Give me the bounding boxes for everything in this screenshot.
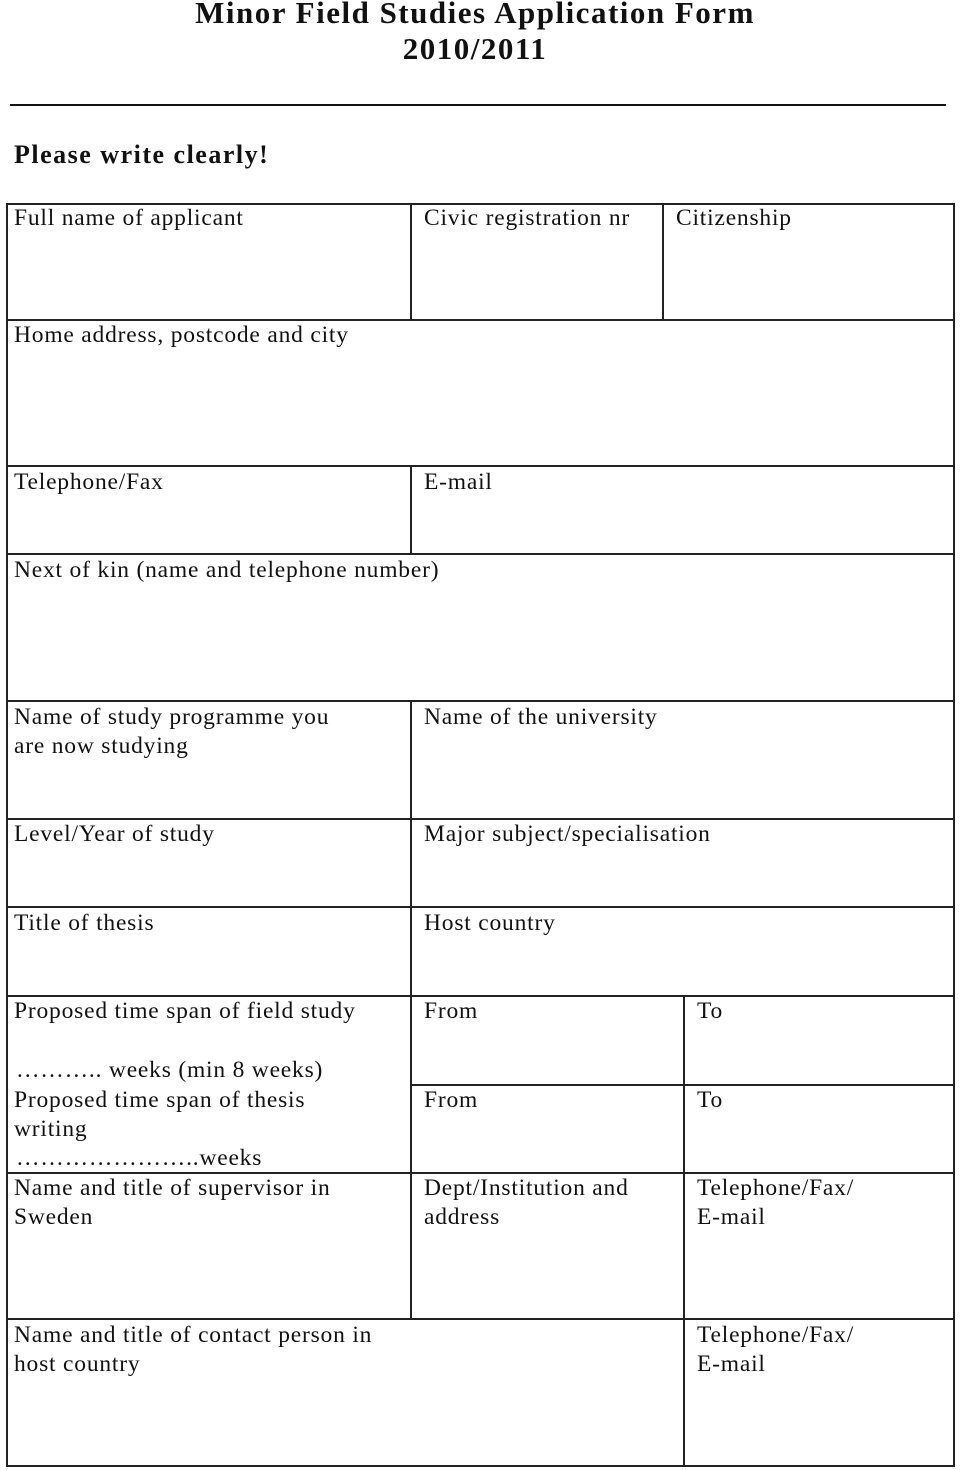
home-address-label: Home address, postcode and city [14, 322, 349, 348]
column-divider [662, 203, 664, 321]
major-subject-label: Major subject/specialisation [424, 821, 711, 847]
column-divider [410, 203, 412, 321]
next-of-kin-label: Next of kin (name and telephone number) [14, 557, 440, 583]
table-right-border [953, 203, 955, 1467]
citizenship-label: Citizenship [676, 205, 792, 231]
row-divider [6, 906, 955, 908]
supervisor-contact-label: Telephone/Fax/ E-mail [697, 1175, 855, 1230]
row-divider [6, 465, 955, 467]
email-label: E-mail [424, 469, 493, 495]
field-study-weeks-label: ……….. weeks (min 8 weeks) [16, 1057, 324, 1083]
field-study-to-label: To [697, 998, 724, 1024]
instruction-text: Please write clearly! [14, 140, 270, 169]
dept-institution-label: Dept/Institution and address [424, 1175, 629, 1230]
row-divider [6, 700, 955, 702]
university-label: Name of the university [424, 704, 658, 730]
row-divider [6, 553, 955, 555]
host-country-label: Host country [424, 910, 556, 936]
thesis-to-label: To [697, 1087, 724, 1113]
supervisor-label: Name and title of supervisor in Sweden [14, 1175, 331, 1230]
column-divider [683, 1318, 685, 1467]
civic-registration-label: Civic registration nr [424, 205, 631, 231]
row-divider [6, 1318, 955, 1320]
thesis-span-label: Proposed time span of thesis writing [14, 1087, 306, 1142]
column-divider [410, 995, 412, 1320]
form-title: Minor Field Studies Application Form [195, 0, 755, 30]
column-divider [410, 700, 412, 997]
column-divider [683, 995, 685, 1320]
study-programme-label: Name of study programme you are now studying [14, 704, 330, 759]
form-year: 2010/2011 [402, 31, 548, 66]
thesis-from-label: From [424, 1087, 479, 1113]
field-study-span-label: Proposed time span of field study [14, 998, 356, 1024]
level-year-label: Level/Year of study [14, 821, 215, 847]
contact-person-label: Name and title of contact person in host country [14, 1322, 373, 1377]
table-bottom-border [6, 1465, 955, 1467]
thesis-weeks-label: …………………..weeks [16, 1145, 263, 1171]
full-name-label: Full name of applicant [14, 205, 244, 231]
table-left-border [6, 203, 8, 1467]
column-divider [410, 465, 412, 555]
telephone-fax-label: Telephone/Fax [14, 469, 164, 495]
thesis-title-label: Title of thesis [14, 910, 155, 936]
field-study-from-label: From [424, 998, 479, 1024]
contact-person-contact-label: Telephone/Fax/ E-mail [697, 1322, 855, 1377]
